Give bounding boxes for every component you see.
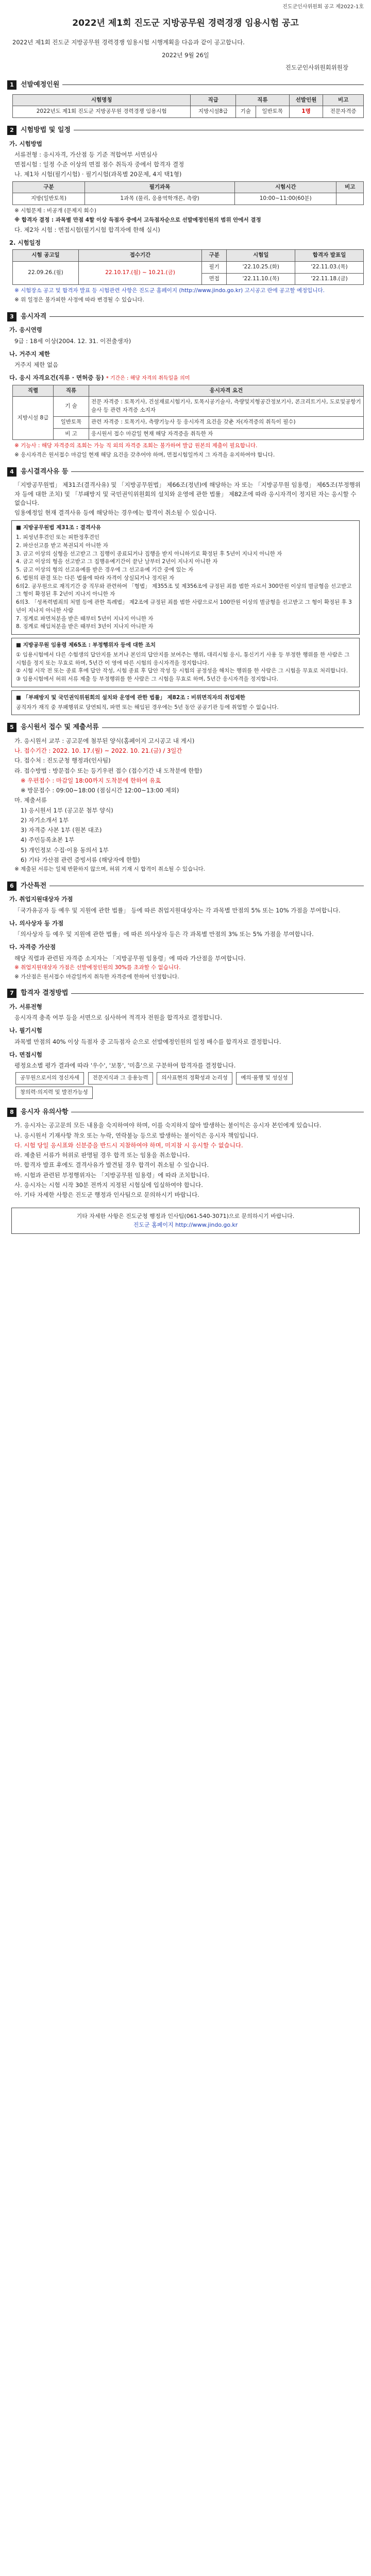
list-item: 「국가유공자 등 예우 및 지원에 관한 법률」 등에 따른 취업지원대상자는 각 과목별 만점의 5% 또는 10% 가점을 부여합니다. bbox=[14, 906, 341, 914]
box-item: 6. 법원의 판결 또는 다른 법률에 따라 자격이 상실되거나 정지된 자 bbox=[16, 574, 175, 581]
list-item: 4) 주민등록초본 1부 bbox=[21, 836, 75, 844]
box-item: 1. 피성년후견인 또는 피한정후견인 bbox=[16, 534, 100, 541]
cell: '22.11.18.(금) bbox=[295, 273, 364, 285]
col-header: 직렬 bbox=[13, 385, 54, 397]
col-header: 합격자 발표일 bbox=[295, 250, 364, 262]
col-header: 직급 bbox=[191, 94, 236, 106]
employment-restriction-box bbox=[11, 690, 360, 716]
note: ※ 기능사 : 해당 자격증의 조회는 가능 직 외의 자격증 조회는 불가하여 발급 원본의 제출이 필요합니다. bbox=[14, 443, 258, 449]
list-item: 나. 제1차 시험(필기시험) · 필기시험(과목별 20문제, 4지 택1형) bbox=[14, 171, 182, 178]
cell: '22.11.10.(목) bbox=[227, 273, 295, 285]
table-row bbox=[13, 261, 364, 273]
note: ※ 제출된 서류는 일체 반환하지 않으며, 허위 기재 시 합격이 취소될 수 있습니다. bbox=[14, 866, 205, 873]
section-divider bbox=[71, 471, 364, 472]
list-item: 나. 응시원서 기재사항 착오 또는 누락, 연락불능 등으로 발생하는 불이익은 응시자 책임입니다. bbox=[14, 1131, 259, 1139]
note: ※ 방문접수 : 09:00~18:00 (점심시간 12:00~13:00 제외) bbox=[21, 787, 179, 794]
cell: 관련 자격증 : 토목기사, 측량기능사 등 응시자격 요건을 갖춘 자(자격증의 취득이 필수) bbox=[89, 416, 364, 428]
disqualification-box bbox=[11, 520, 360, 635]
list-item: 「의사상자 등 예우 및 지원에 관한 법률」에 따른 의사상자 등은 각 과목별 만점의 3% 또는 5% 가점을 부여합니다. bbox=[14, 930, 314, 938]
list-item: 6) 기타 가산점 관련 증빙서류 (해당자에 한함) bbox=[21, 856, 140, 863]
subsection-title bbox=[9, 374, 364, 382]
cell: 지방시설8급 bbox=[191, 106, 236, 118]
cell: 기 술 bbox=[54, 397, 89, 417]
section-2-header bbox=[7, 125, 364, 135]
eval-item: 전문지식과 그 응용능력 bbox=[88, 1072, 153, 1084]
list-item: 마. 합격자 발표 후에도 결격사유가 발견될 경우 합격이 취소될 수 있습니다. bbox=[14, 1161, 209, 1169]
table-row bbox=[13, 106, 364, 118]
note: ※ 우편접수 : 마감일 18:00까지 도착분에 한하여 유효 bbox=[21, 776, 161, 784]
section-number: 1 bbox=[7, 80, 16, 90]
list-item: 거주지 제한 없음 bbox=[14, 361, 59, 369]
list-item: 다. 접수처 : 진도군청 행정과(인사팀) bbox=[14, 757, 111, 765]
document-title: 2022년 제1회 진도군 지방공무원 경력경쟁 임용시험 공고 bbox=[72, 18, 299, 28]
cell bbox=[336, 193, 364, 205]
subsection-title: 다. 면접시험 bbox=[9, 1050, 42, 1058]
announcement-number: 진도군인사위원회 공고 제2022-1호 bbox=[282, 4, 364, 10]
list-item: 마. 제출서류 bbox=[14, 796, 47, 804]
section-7-header bbox=[7, 988, 364, 998]
list-item: 「지방공무원법」 제31조(결격사유) 및 「지방공무원법」 제66조(정년)에 해당하는 자 또는 「지방공무원 임용령」 제65조(부정행위자 등에 대한 조치) 및 「부패방지 및 국민권익위원회의 설치와 운영에 관한 법률」 제82조에 따라 응시자격이 정지된 자는 응시할 수 없습니다. bbox=[14, 481, 361, 506]
requirement-table bbox=[12, 385, 364, 440]
quota-table-wrap bbox=[12, 94, 364, 118]
box-title: ■ 지방공무원 임용령 제65조 : 부정행위자 등에 대한 조치 bbox=[16, 642, 156, 649]
section-number: 3 bbox=[7, 312, 16, 321]
subsection-title: 가. 취업지원대상자 가점 bbox=[9, 895, 73, 903]
col-header: 시험명칭 bbox=[13, 94, 191, 106]
subsection-note: * 기간은 : 해당 자격의 취득일을 의미 bbox=[106, 376, 190, 382]
section-5-header bbox=[7, 722, 364, 733]
list-item: 서류전형 : 응시자격, 가산점 등 기준 적합여부 서면심사 bbox=[14, 150, 158, 158]
eval-item: 의사표현의 정확성과 논리성 bbox=[157, 1072, 232, 1084]
box-item: 5. 금고 이상의 형의 선고유예를 받은 경우에 그 선고유예 기간 중에 있는 자 bbox=[16, 567, 194, 573]
schedule-table-wrap bbox=[12, 249, 364, 285]
subsection-title: 나. 필기시험 bbox=[9, 1027, 42, 1035]
list-item: 가. 응시자는 공고문의 모든 내용을 숙지하여야 하며, 이를 숙지하지 않아 발생하는 불이익은 응시자 본인에게 있습니다. bbox=[14, 1122, 322, 1129]
requirement-table-wrap bbox=[12, 385, 364, 440]
subsection-title: 가. 시험방법 bbox=[9, 140, 42, 147]
list-item: 면접시험 : 일정 수준 이상의 면접 점수 취득자 중에서 합격자 결정 bbox=[14, 161, 184, 168]
col-header: 직류 bbox=[235, 94, 289, 106]
section-6-header bbox=[7, 881, 364, 891]
cell: 전문 자격증 : 토목기사, 건설재료시험기사, 토목시공기술사, 측량및지형공간정보기사, 콘크리트기사, 도로및공항기술사 등 관련 자격증 소지자 bbox=[89, 397, 364, 417]
note: ※ 취업지원대상자 가점은 선발예정인원의 30%를 초과할 수 없습니다. bbox=[14, 964, 181, 971]
note: ※ 응시자격은 원서접수 마감일 현재 해당 요건을 갖추어야 하며, 면접시험일까지 그 자격을 유지하여야 합니다. bbox=[14, 452, 275, 459]
col-header: 구분 bbox=[13, 181, 85, 193]
evaluation-steps bbox=[14, 1071, 364, 1100]
list-item: 임용예정일 현재 결격사유 등에 해당하는 경우에는 합격이 취소될 수 있습니다. bbox=[14, 509, 217, 517]
list-item: 1) 응시원서 1부 (공고문 첨부 양식) bbox=[21, 806, 113, 814]
subsection-title: 2. 시험일정 bbox=[9, 239, 41, 246]
box-item: ① 임용시험에서 다른 수험생의 답안지를 보거나 본인의 답안지를 보여주는 행위, 대리시험 응시, 통신기기 사용 등 부정한 행위를 한 사람은 그 시험을 정지 또는 무효로 하며, 5년간 이 영에 따른 시험의 응시자격을 정지합니다. bbox=[16, 651, 350, 666]
cell: 일반토목 bbox=[54, 416, 89, 428]
list-item: 응시자격 충족 여부 등을 서면으로 심사하여 적격자 전원을 합격자로 결정합니다. bbox=[14, 1014, 223, 1022]
cell: 2022년도 제1회 진도군 지방공무원 경력경쟁 임용시험 bbox=[13, 106, 191, 118]
cell: 지방(일반토목) bbox=[13, 193, 85, 205]
section-title: 응시자 유의사항 bbox=[21, 1108, 69, 1116]
col-header: 시험 공고일 bbox=[13, 250, 79, 262]
cell: 면접 bbox=[202, 273, 227, 285]
col-header: 시험시간 bbox=[235, 181, 336, 193]
box-item: 3. 금고 이상의 실형을 선고받고 그 집행이 종료되거나 집행을 받지 아니하기로 확정된 후 5년이 지나지 아니한 자 bbox=[16, 550, 282, 557]
section-title: 응시자격 bbox=[21, 312, 47, 320]
cell: 필기 bbox=[202, 261, 227, 273]
cell: '22.10.25.(화) bbox=[227, 261, 295, 273]
note: ※ 합격자 결정 : 과목별 만점 4할 이상 득점자 중에서 고득점자순으로 선발예정인원의 범위 안에서 결정 bbox=[14, 216, 261, 223]
section-title: 응시결격사유 등 bbox=[21, 467, 69, 476]
misconduct-box bbox=[11, 638, 360, 687]
note: ※ 위 일정은 불가피한 사정에 따라 변경될 수 있습니다. bbox=[14, 297, 144, 303]
section-number: 4 bbox=[7, 467, 16, 477]
box-item: 6의3. 「성폭력범죄의 처벌 등에 관한 특례법」 제2조에 규정된 죄를 범한 사람으로서 100만원 이상의 벌금형을 선고받고 그 형이 확정된 후 3년이 지나지 아니한 사람 bbox=[16, 599, 352, 614]
section-title: 가산특전 bbox=[21, 882, 47, 890]
list-item: 사. 응시자는 시험 시작 30분 전까지 지정된 시험실에 입실하여야 합니다. bbox=[14, 1181, 203, 1189]
table-row bbox=[13, 193, 364, 205]
box-item: 4. 금고 이상의 형을 선고받고 그 집행유예기간이 끝난 날부터 2년이 지나지 아니한 자 bbox=[16, 558, 218, 565]
homepage-link[interactable]: 진도군 홈페이지 http://www.jindo.go.kr bbox=[133, 1221, 238, 1228]
cell: 1과목 (물리, 응용역학개론, 측량) bbox=[85, 193, 235, 205]
box-item: 8. 징계로 해임처분을 받은 때부터 3년이 지나지 아니한 자 bbox=[16, 623, 154, 630]
table-row bbox=[13, 416, 364, 428]
table-row bbox=[13, 397, 364, 417]
list-item: 다. 제2차 시험 : 면접시험(필기시험 합격자에 한해 실시) bbox=[14, 226, 160, 233]
note: ※ 시험문제 : 비공개 (문제지 회수) bbox=[14, 208, 96, 214]
cell: 응시원서 접수 마감일 현재 해당 자격증을 취득한 자 bbox=[89, 428, 364, 440]
eval-item: 공무원으로서의 정신자세 bbox=[15, 1072, 84, 1084]
eval-item: 예의·품행 및 성실성 bbox=[236, 1072, 292, 1084]
contact-text: 기타 자세한 사항은 진도군청 행정과 인사팀(061-540-3071)으로 문의하시기 바랍니다. bbox=[76, 1213, 295, 1220]
section-4-header bbox=[7, 467, 364, 477]
contact-box bbox=[11, 1208, 360, 1234]
list-item: 나. 접수기간 : 2022. 10. 17.(월) ~ 2022. 10. 21.(금) / 3일간 bbox=[14, 747, 182, 755]
list-item: 과목별 만점의 40% 이상 득점자 중 고득점자 순으로 선발예정인원의 일정 배수를 합격자로 결정합니다. bbox=[14, 1038, 281, 1045]
section-number: 5 bbox=[7, 723, 16, 732]
section-1-header bbox=[7, 80, 364, 90]
cell: 기술 bbox=[235, 106, 256, 118]
col-header: 직류 bbox=[54, 385, 89, 397]
subsection-title: 가. 응시연령 bbox=[9, 326, 42, 334]
list-item: 2) 자기소개서 1부 bbox=[21, 816, 69, 824]
schedule-table bbox=[12, 249, 364, 285]
table-row bbox=[13, 428, 364, 440]
list-item: 9급 : 18세 이상(2004. 12. 31. 이전출생자) bbox=[14, 337, 131, 345]
exam-table bbox=[12, 181, 364, 206]
subsection-title: 가. 서류전형 bbox=[9, 1003, 42, 1010]
list-item: 아. 기타 자세한 사항은 진도군 행정과 인사팀으로 문의하시기 바랍니다. bbox=[14, 1191, 199, 1199]
section-title: 시험방법 및 일정 bbox=[21, 126, 71, 134]
list-item: 다. 시험 당일 응시표와 신분증을 반드시 지참하여야 하며, 미지참 시 응시할 수 없습니다. bbox=[14, 1141, 243, 1149]
subsection-title: 나. 거주지 제한 bbox=[9, 350, 50, 358]
box-title: ■ 지방공무원법 제31조 : 결격사유 bbox=[16, 524, 102, 531]
col-header: 접수기간 bbox=[78, 250, 201, 262]
cell: 1명 bbox=[289, 106, 323, 118]
col-header: 시험일 bbox=[227, 250, 295, 262]
eval-item: 창의력·의지력 및 발전가능성 bbox=[15, 1087, 93, 1099]
section-divider bbox=[49, 316, 364, 317]
box-item: 6의2. 공무원으로 재직기간 중 직무와 관련하여 「형법」 제355조 및 제356조에 규정된 죄를 범한 자로서 300만원 이상의 벌금형을 선고받고 그 형이 확정된 후 2년이 지나지 아니한 자 bbox=[16, 583, 352, 598]
cell: 전문자격증 bbox=[323, 106, 364, 118]
list-item: 평정요소별 평가 결과에 따라 '우수', '보통', '미흡'으로 구분하여 합격자를 결정합니다. bbox=[14, 1062, 236, 1070]
section-divider bbox=[71, 993, 364, 994]
section-number: 6 bbox=[7, 882, 16, 891]
exam-table-wrap bbox=[12, 181, 364, 206]
section-3-header bbox=[7, 312, 364, 322]
section-title: 응시원서 접수 및 제출서류 bbox=[21, 723, 99, 732]
cell: '22.11.03.(목) bbox=[295, 261, 364, 273]
intro bbox=[7, 38, 364, 73]
box-item: ③ 임용시험에서 허위 서류 제출 등 부정행위를 한 사람은 그 시험을 무효로 하며, 5년간 응시자격을 정지합니다. bbox=[16, 676, 278, 683]
section-title: 합격자 결정방법 bbox=[21, 989, 69, 997]
section-number: 2 bbox=[7, 126, 16, 135]
subsection-title: 다. 자격증 가산점 bbox=[9, 943, 56, 951]
cell: 지방시설 8급 bbox=[13, 397, 54, 440]
list-item: 바. 시험과 관련된 부정행위자는 「지방공무원 임용령」에 따라 조치합니다. bbox=[14, 1171, 210, 1179]
list-item: 3) 자격증 사본 1부 (원본 대조) bbox=[21, 826, 102, 834]
col-header: 비고 bbox=[323, 94, 364, 106]
box-item: 7. 징계로 파면처분을 받은 때부터 5년이 지나지 아니한 자 bbox=[16, 615, 154, 622]
box-title: ■ 「부패방지 및 국민권익위원회의 설치와 운영에 관한 법률」 제82조 : 비위면직자의 취업제한 bbox=[16, 694, 245, 701]
cell: 22.09.26.(월) bbox=[13, 261, 79, 285]
section-divider bbox=[62, 84, 364, 85]
list-item: 가. 응시원서 교부 : 공고문에 첨부된 양식(홈페이지 고시공고 내 게시) bbox=[14, 737, 195, 744]
cell: 일반토목 bbox=[256, 106, 289, 118]
intro-text: 2022년 제1회 진도군 지방공무원 경력경쟁 임용시험 시행계획을 다음과 같이 공고합니다. bbox=[12, 38, 245, 46]
section-title: 선발예정인원 bbox=[21, 81, 60, 89]
col-header: 선발인원 bbox=[289, 94, 323, 106]
col-header: 필기과목 bbox=[85, 181, 235, 193]
subsection-title: 나. 의사상자 등 가점 bbox=[9, 919, 64, 927]
section-divider bbox=[102, 727, 364, 728]
document-page bbox=[0, 0, 371, 1244]
list-item: 라. 제출된 서류가 허위로 판명될 경우 합격 또는 임용을 취소합니다. bbox=[14, 1151, 190, 1159]
cell: 10:00~11:00(60분) bbox=[235, 193, 336, 205]
list-item: 5) 개인정보 수집·이용 동의서 1부 bbox=[21, 846, 109, 854]
announce-date: 2022년 9월 26일 bbox=[162, 52, 209, 59]
note: ※ 가산점은 원서접수 마감일까지 취득한 자격증에 한하여 인정합니다. bbox=[14, 973, 179, 980]
box-item: ② 시험 시작 전 또는 종료 후에 답안 작성, 시험 종료 후 답안 작성 등 시험의 공정성을 해치는 행위를 한 사람은 그 시험을 무효로 처리합니다. bbox=[16, 668, 348, 674]
cell: 22.10.17.(월) ~ 10.21.(금) bbox=[78, 261, 201, 285]
box-item: 공직자가 재직 중 부패행위로 당연퇴직, 파면 또는 해임된 경우에는 5년 동안 공공기관 등에 취업할 수 없습니다. bbox=[16, 704, 279, 710]
announce-org: 진도군인사위원회위원장 bbox=[285, 63, 348, 71]
col-header: 구분 bbox=[202, 250, 227, 262]
list-item: 해당 직렬과 관련된 자격증 소지자는 「지방공무원 임용령」에 따라 가산점을 부여합니다. bbox=[14, 954, 246, 962]
section-8-header bbox=[7, 1107, 364, 1117]
col-header: 비고 bbox=[336, 181, 364, 193]
subsection-label: 다. 응시 자격요건(직류 · 면허증 등) bbox=[9, 374, 104, 382]
quota-table bbox=[12, 94, 364, 118]
list-item: 라. 접수방법 : 방문접수 또는 등기우편 접수 (접수기간 내 도착분에 한함) bbox=[14, 767, 203, 774]
section-number: 8 bbox=[7, 1108, 16, 1117]
box-item: 2. 파산선고를 받고 복권되지 아니한 자 bbox=[16, 542, 108, 549]
col-header: 응시자격 요건 bbox=[89, 385, 364, 397]
section-number: 7 bbox=[7, 989, 16, 998]
note: ※ 시험장소 공고 및 합격자 발표 등 시험관련 사항은 진도군 홈페이지 (http://www.jindo.go.kr) 고시공고 란에 공고할 예정입니다. bbox=[14, 287, 325, 294]
cell: 비 고 bbox=[54, 428, 89, 440]
